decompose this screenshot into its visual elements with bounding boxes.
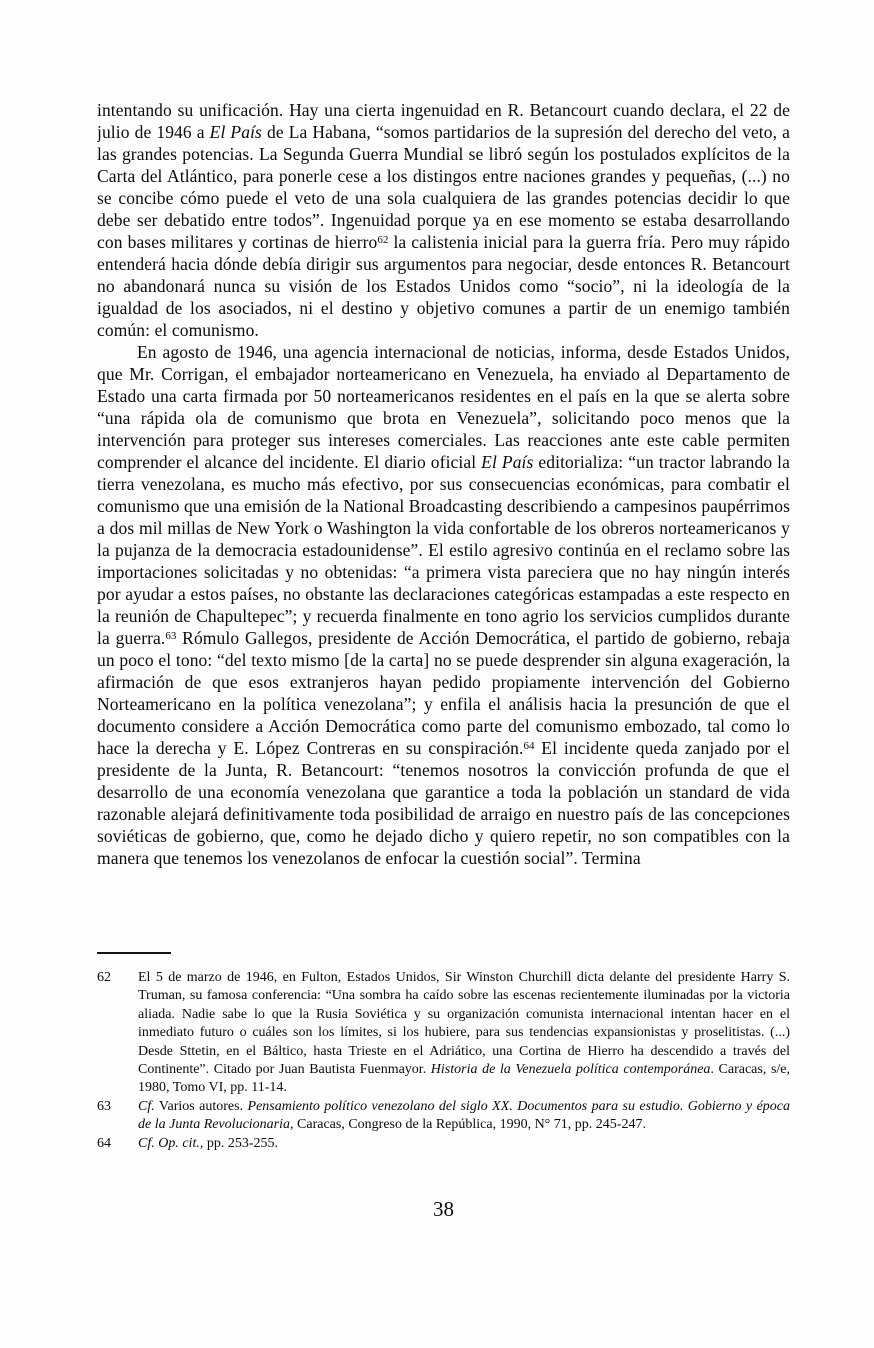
footnote-number: 64: [97, 1135, 111, 1151]
paragraph-second: En agosto de 1946, una agencia internacional de noticias, informa, desde Estados Unidos, que Mr. Corrigan, el embajador norteamericano en Venezuela, ha enviado al Departamento de Estado una carta firmada por 50 norteamericanos residentes en el país en la que se alerta sobre “una rápida ola de comunismo que brota en Venezuela”, solicitando poco menos que la intervención para proteger sus intereses comerciales. Las reacciones ante este cable permiten comprender el alcance del incidente. El diario oficial El País editorializa: “un tractor labrando la tierra venezolana, es mucho más efectivo, por sus consecuencias económicas, para combatir el comunismo que una emisión de la National Broadcasting describiendo a campesinos paupérrimos a dos mil millas de New York o Washington la vida confortable de los obreros norteamericanos y la pujanza de la democracia estadounidense”. El estilo agresivo continúa en el reclamo sobre las importaciones solicitadas y no obtenidas: “a primera vista pareciera que no hay ningún interés por ayudar a estos países, no obstante las declaraciones categóricas estampadas a este respecto en la reunión de Chapultepec”; y recuerda finalmente en tono agrio los servicios cumplidos durante la guerra.$^{63}$ Rómulo Gallegos, presidente de Acción Democrática, el partido de gobierno, rebaja un poco el tono: “del texto mismo [de la carta] no se puede desprender sin alguna exageración, la afirmación de que esos extranjeros hayan pedido propiamente intervención del Gobierno Norteamericano en la política venezolana”; y enfila el análisis hacia la presunción de que el documento considere a Acción Democrática como parte del comunismo embozado, tal como lo hace la derecha y E. López Contreras en su conspiración.$^{64}$ El incidente queda zanjado por el presidente de la Junta, R. Betancourt: “tenemos nosotros la convicción profunda de que el desarrollo de una economía venezolana que garantice a toda la población un standard de vida razonable alejará definitivamente toda posibilidad de arraigo en nuestro país de las concepciones soviéticas de gobierno, que, como he dejado dicho y quiero repetir, no son compatibles con la manera que tenemos los venezolanos de enfocar la cuestión social”. Termina: [97, 342, 790, 868]
footnote-number: 62: [97, 970, 111, 985]
footnote-64: [97, 1135, 790, 1153]
footnotes-section: [97, 969, 790, 1153]
footnote-separator: [97, 952, 171, 954]
page-number: 38: [433, 1197, 454, 1221]
footnote-text: Cf. Op. cit., pp. 253-255.: [138, 1135, 279, 1151]
footnote-number: 63: [97, 1098, 111, 1114]
footnote-62: [97, 969, 790, 1098]
paragraph-continuation: intentando su unificación. Hay una cierta ingenuidad en R. Betancourt cuando declara, el 22 de julio de 1946 a El País de La Habana, “somos partidarios de la supresión del derecho del veto, a las grandes potencias. La Segunda Guerra Mundial se libró según los postulados explícitos de la Carta del Atlántico, para ponerle cese a los distingos entre naciones grandes y pequeñas, (...) no se concibe cómo puede el veto de una sola cualquiera de las grandes potencias decidir lo que debe ser debatido entre todos”. Ingenuidad porque ya en ese momento se estaba desarrollando con bases militares y cortinas de hierro$^{62}$ la calistenia inicial para la guerra fría. Pero muy rápido entenderá hacia dónde debía dirigir sus argumentos para negociar, desde entonces R. Betancourt no abandonará nunca su visión de los Estados Unidos como “socio”, ni la ideología de la igualdad de los asociados, ni el destino y objetivo comunes a partir de un enemigo también común: el comunismo.: [97, 100, 790, 340]
main-text-block: [97, 99, 790, 945]
footnote-63: [97, 1098, 790, 1135]
footnote-text: El 5 de marzo de 1946, en Fulton, Estados Unidos, Sir Winston Churchill dicta delante del presidente Harry S. Truman, su famosa conferencia: “Una sombra ha caído sobre las escenas recientemente iluminadas por la victoria aliada. Nadie sabe lo que la Rusia Soviética y su organización comunista internacional intentan hacer en el inmediato futuro o cuáles son los límites, si los hubiere, para sus tendencias expansionistas y proselitistas. (...) Desde Sttetin, en el Báltico, hasta Trieste en el Adriático, una Cortina de Hierro ha descendido a través del Continente”. Citado por Juan Bautista Fuenmayor. Historia de la Venezuela política contemporánea. Caracas, s/e, 1980, Tomo VI, pp. 11-14.: [138, 970, 790, 1096]
footnote-text: Cf. Varios autores. Pensamiento político venezolano del siglo XX. Documentos para su estudio. Gobierno y época de la Junta Revolucionaria, Caracas, Congreso de la República, 1990, N° 71, pp. 245-247.: [138, 1098, 791, 1133]
